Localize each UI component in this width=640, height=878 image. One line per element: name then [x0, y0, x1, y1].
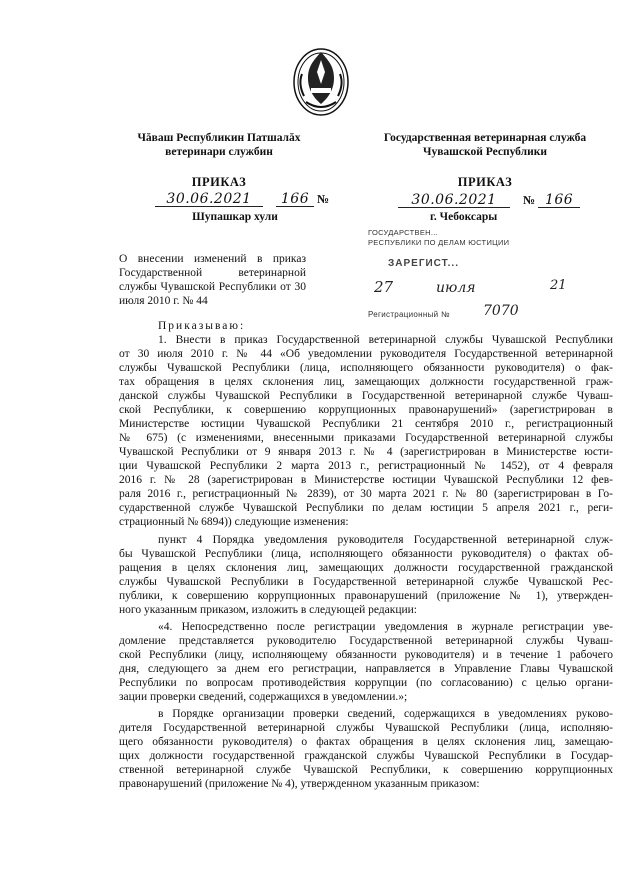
stamp-reg-number: 7070 — [483, 303, 519, 319]
body-line: щего обязанности руководителя) о фактах обращения в целях склонения лиц, замещаю- — [119, 736, 613, 748]
body-line: ного указанным приказом, изложить в следующей редакции: — [119, 604, 418, 616]
body-line: ственной ветеринарной службе Чувашской Республики, к совершению коррупционных — [119, 764, 613, 776]
header-left-line1: Чăваш Республикин Патшалăх — [137, 132, 301, 144]
body-line: № 675) (с изменениями, внесенными приказами Государственной ветеринарной службы — [119, 432, 613, 444]
header-right-line1: Государственная ветеринарная служба — [383, 132, 587, 144]
body-line: в Порядке организации проверки сведений, содержащихся в уведомлениях руково- — [158, 708, 613, 720]
body-line: Республики по вопросам противодействия коррупции (по согласованию) с целью органи- — [119, 677, 613, 689]
body-line: ской Республики (лицу, исполняющему обязанности руководителя) и в течение 1 рабочего — [119, 649, 613, 661]
order-title-left: ПРИКАЗ — [191, 175, 247, 189]
place-right: г. Чебоксары — [430, 211, 498, 223]
body-line: от 30 июля 2010 г. № 44 «Об уведомлении руководителя Государственной ветеринарной — [119, 348, 613, 360]
body-line: сударственной службе Чувашской Республики по делам юстиции 5 апреля 2021 г., реги- — [119, 502, 613, 514]
stamp-reg-label: Регистрационный № — [368, 310, 450, 319]
header-left-org — [112, 131, 326, 159]
order-number-line-left — [155, 192, 329, 207]
coat-of-arms-emblem — [292, 44, 350, 116]
body-line: зации проверки сведений, содержащихся в уведомлении.»; — [119, 691, 408, 703]
body-line: 2016 г. № 28 (зарегистрирован в Министерстве юстиции Чувашской Республики 12 фев- — [119, 474, 613, 486]
body-line: ции Чувашской Республики 2 марта 2013 г., регистрационный № 1452), от 4 февраля — [119, 460, 613, 472]
header-right-org — [355, 131, 615, 159]
body-line: ской Республики, к совершению коррупционных правонарушений» (зарегистрирован в — [119, 404, 613, 416]
body-line: службы Чувашской Республики в Государственной ветеринарной службе Чувашской Рес- — [119, 576, 613, 588]
body-line: правонарушений (приложение № 4), утвержденном указанным приказом: — [119, 778, 480, 790]
body-line: страционный № 6894)) следующие изменения: — [119, 516, 349, 528]
body-line: Чувашской Республики от 9 января 2013 г. № 4 (зарегистрирован в Министерстве юсти- — [119, 446, 613, 458]
order-subject: О внесении изменений в приказ Государственной ветеринарной службы Чувашской Республики от 30 июля 2010 г. № 44 — [119, 253, 306, 307]
header-left-line2: ветеринари службин — [165, 146, 273, 158]
header-right-line2: Чувашской Республики — [423, 146, 547, 158]
stamp-registered: ЗАРЕГИСТ... — [388, 258, 459, 269]
body-line: пункт 4 Порядка уведомления руководителя Государственной ветеринарной служ- — [158, 534, 613, 546]
body-line: бы Чувашской Республики (лица, исполняющего обязанности руководителя) о фактах об- — [119, 548, 613, 560]
body-line: ращения в целях склонения лиц, замещающих должности государственной гражданской — [119, 562, 613, 574]
stamp-date-line — [368, 278, 568, 300]
body-line: тах обращения в целях склонения лиц, замещающих должности государственной граж- — [119, 376, 613, 388]
stamp-date-month: июля — [436, 280, 476, 296]
stamp-line1: ГОСУДАРСТВЕН... — [368, 228, 438, 237]
body-line: щих должности государственной гражданской службы Чувашской Республики в Государ- — [119, 750, 613, 762]
place-left: Шупашкар хули — [192, 211, 278, 223]
body-line: дителя Государственной ветеринарной службы Чувашской Республики (лица, исполняю- — [119, 722, 613, 734]
body-line: 1. Внести в приказ Государственной ветеринарной службы Чувашской Республики — [158, 334, 613, 346]
order-date-right: 30.06.2021 — [398, 193, 510, 208]
stamp-line2: РЕСПУБЛИКИ ПО ДЕЛАМ ЮСТИЦИИ — [368, 238, 510, 247]
body-line: домление представляется руководителю Государственной ветеринарной службы Чуваш- — [119, 635, 613, 647]
body-line: службы Чувашской Республики (лица, исполняющего обязанности руководителя) о фак- — [119, 362, 613, 374]
order-command: Приказываю: — [158, 320, 246, 332]
order-number-line-right — [398, 193, 580, 208]
stamp-date-day: 27 — [374, 278, 394, 296]
body-line: публики, к совершению коррупционных правонарушений (приложение № 1), утвержден- — [119, 590, 613, 602]
order-number-right: 166 — [538, 193, 580, 208]
body-line: Министерстве юстиции Чувашской Республики 21 сентября 2010 г., регистрационный — [119, 418, 613, 430]
body-line: дня, следующего за днем его регистрации, направляется в Управление Главы Чувашской — [119, 663, 613, 675]
body-line: раля 2016 г., регистрационный № 2839), от 30 марта 2021 г. № 80 (зарегистрирован в Го- — [119, 488, 613, 500]
body-line: «4. Непосредственно после регистрации уведомления в журнале регистрации уве- — [158, 621, 613, 633]
order-date-left: 30.06.2021 — [155, 192, 263, 207]
order-title-right: ПРИКАЗ — [457, 175, 513, 189]
registration-stamp — [368, 228, 578, 328]
stamp-date-year: 21 — [550, 278, 567, 293]
order-number-left: 166 — [276, 192, 314, 207]
body-line: данской службы Чувашской Республики в Государственной ветеринарной службе Чуваш- — [119, 390, 613, 402]
number-sign-left: № — [317, 192, 330, 206]
number-sign-right: № — [523, 193, 536, 207]
